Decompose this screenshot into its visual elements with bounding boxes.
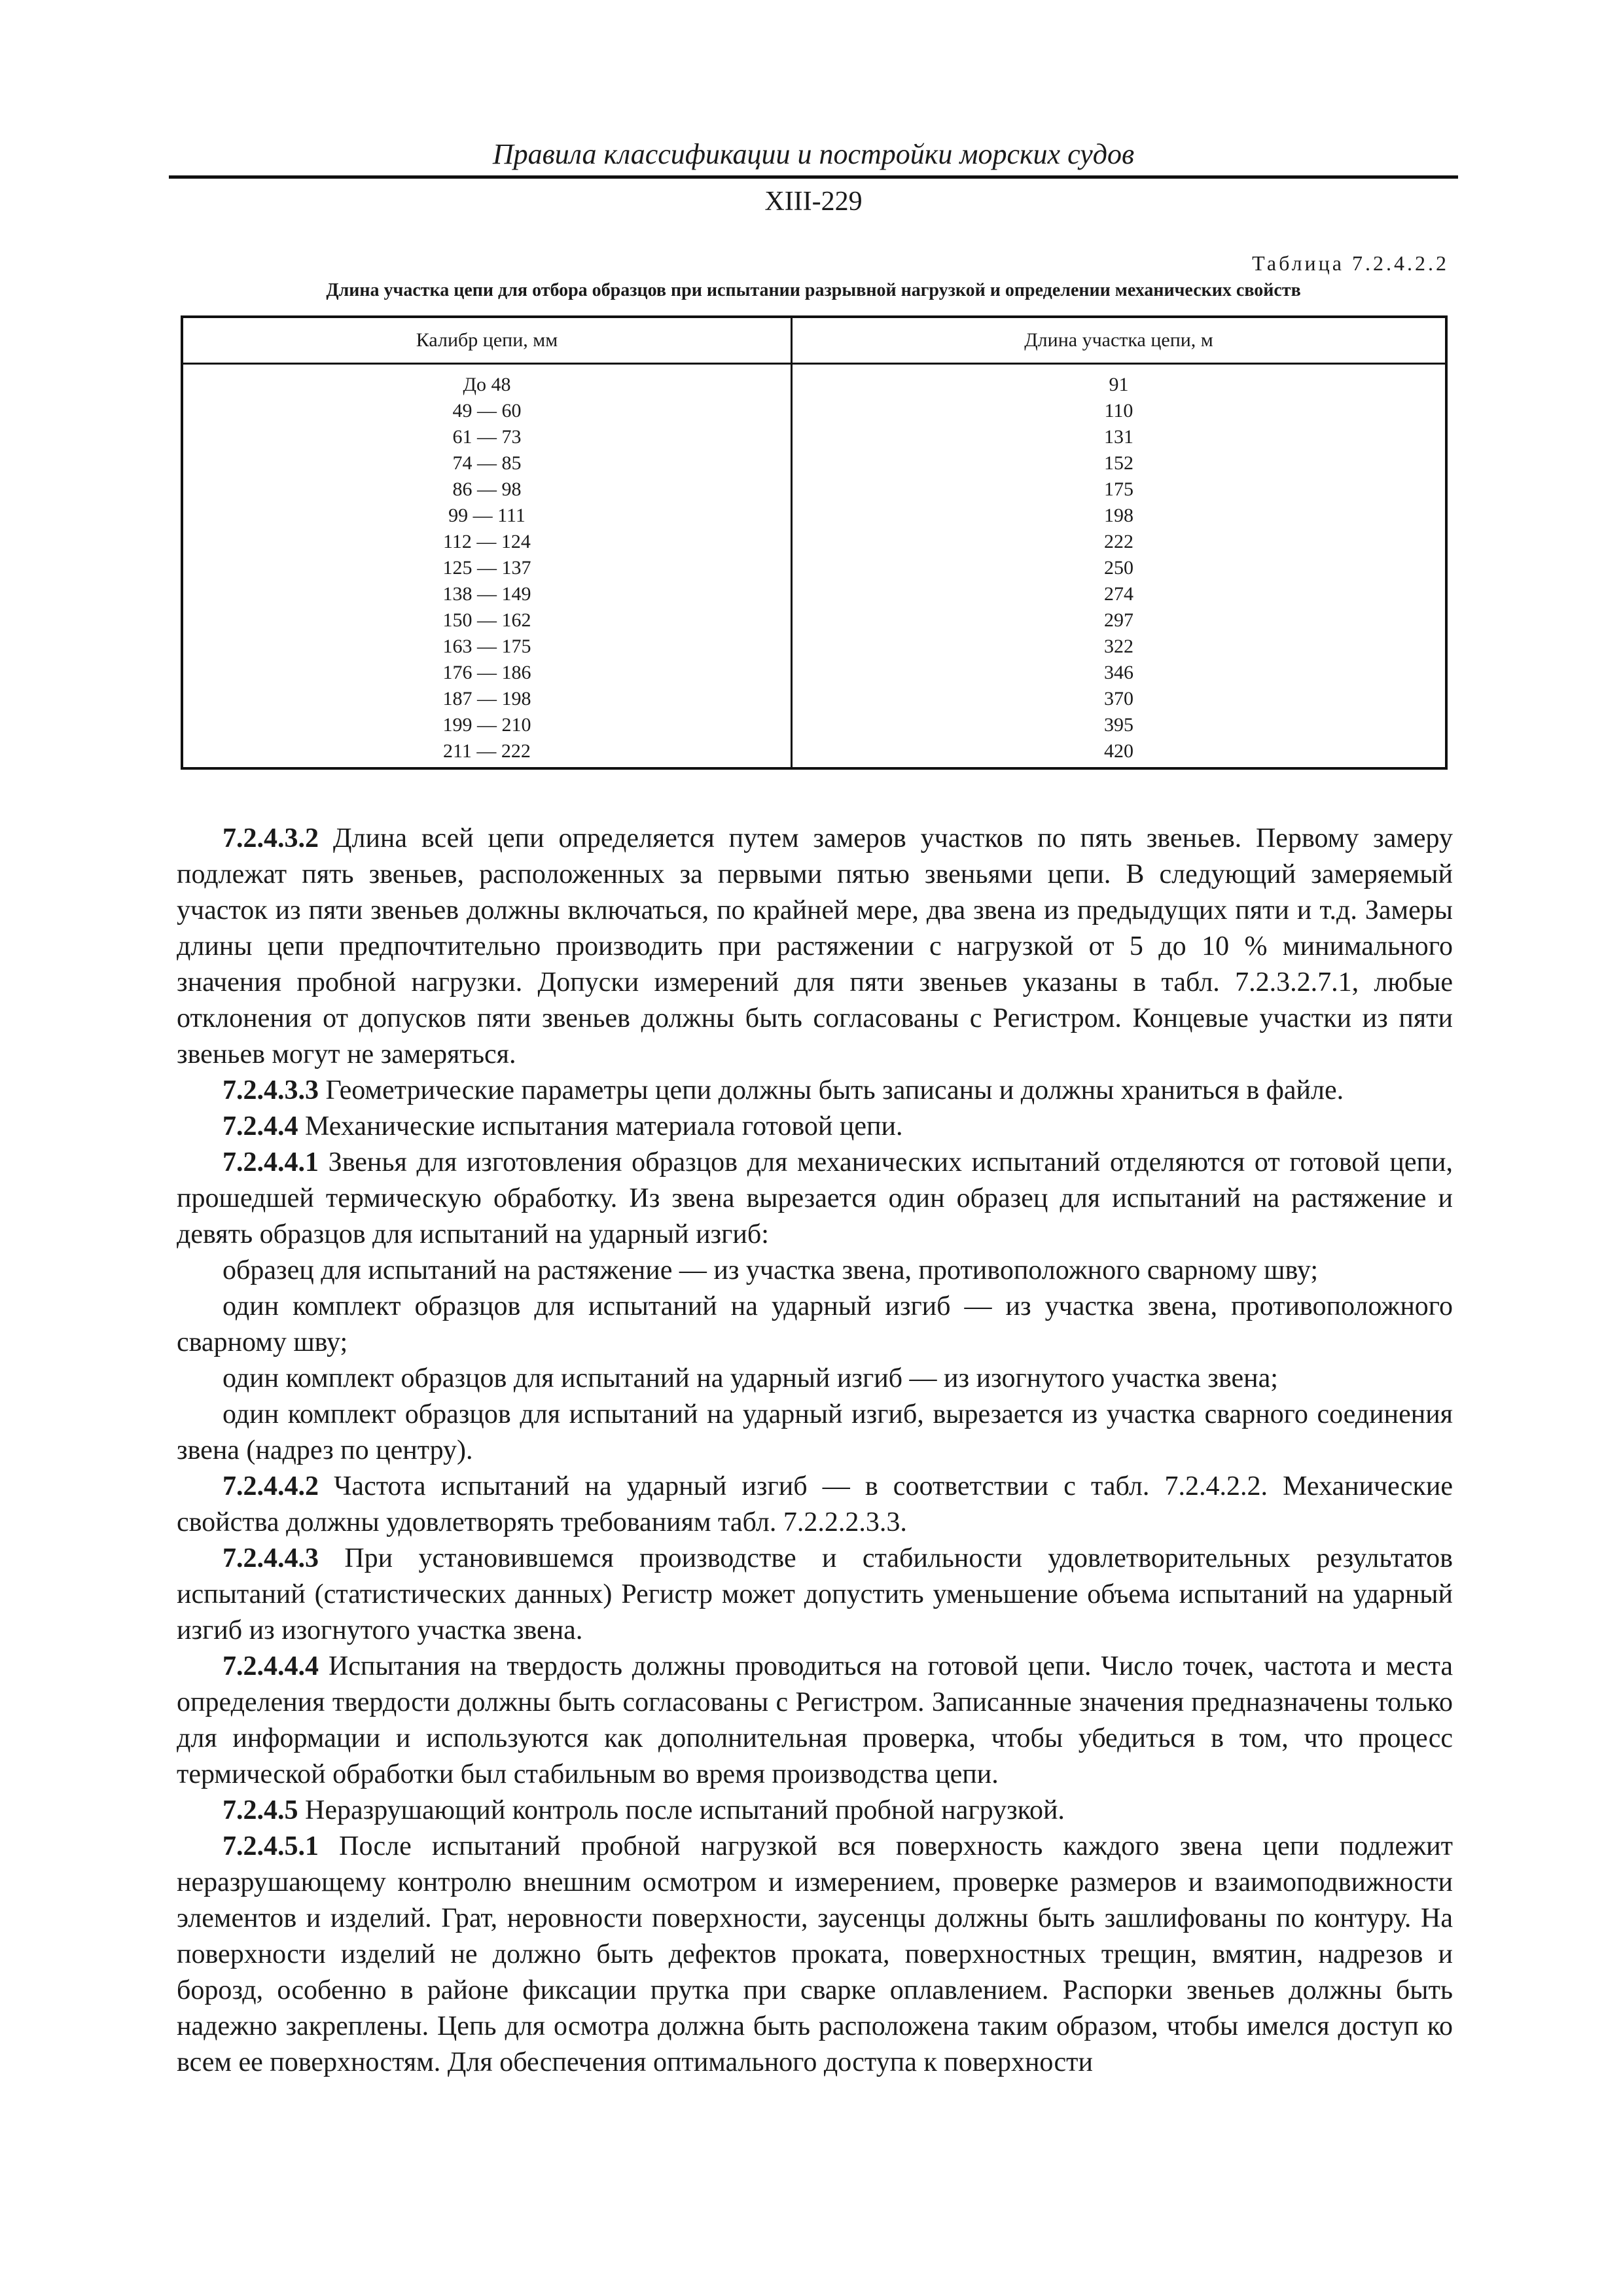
paragraph-text: Геометрические параметры цепи должны быть записаны и должны храниться в файле. — [319, 1075, 1344, 1105]
table-cell-caliber: 187 — 198 — [442, 688, 531, 709]
paragraph-text: При установившемся производстве и стабильности удовлетворительных результатов испытаний (статистических данных) Регистр может допустить уменьшение объема испытаний на ударный изгиб из изогнутого участка звена. — [177, 1543, 1453, 1645]
paragraph-text: образец для испытаний на растяжение — из участка звена, противоположного сварному шву; — [223, 1255, 1318, 1285]
caliber-column — [183, 372, 791, 764]
paragraph-text: один комплект образцов для испытаний на ударный изгиб — из участка звена, противоположного сварному шву; — [177, 1291, 1453, 1357]
clause-number: 7.2.4.4.3 — [223, 1543, 319, 1573]
table-cell-caliber: 86 — 98 — [452, 478, 522, 500]
paragraph-text: Механические испытания материала готовой цепи. — [298, 1111, 903, 1141]
paragraph — [177, 1829, 1453, 2081]
clause-number: 7.2.4.4.2 — [223, 1471, 319, 1501]
table-cell-caliber: 61 — 73 — [452, 426, 522, 448]
body-text — [177, 821, 1453, 2081]
table-cell-length: 395 — [1104, 714, 1133, 736]
table-header-divider — [183, 363, 1445, 365]
table-cell-caliber: 211 — 222 — [443, 740, 531, 762]
table-cell-caliber: 49 — 60 — [452, 400, 522, 422]
table-cell-caliber: 138 — 149 — [442, 583, 531, 605]
paragraph — [177, 1073, 1453, 1109]
clause-number: 7.2.4.5.1 — [223, 1831, 319, 1861]
table-cell-length: 322 — [1104, 636, 1133, 657]
page-number: XIII-229 — [764, 187, 863, 217]
paragraph-text: Длина всей цепи определяется путем замеров участков по пять звеньев. Первому замеру подлежат пять звеньев, расположенных за первыми пятью звеньями цепи. В следующий замеряемый участок из пяти звеньев должны включаться, по крайней мере, два звена из предыдущих пяти и т.д. Замеры длины цепи предпочтительно производить при растяжении с нагрузкой от 5 до 10 % минимального значения пробной нагрузки. Допуски измерений для пяти звеньев указаны в табл. 7.2.3.2.7.1, любые отклонения от допусков пяти звеньев должны быть согласованы с Регистром. Концевые участки из пяти звеньев могут не замеряться. — [177, 823, 1453, 1069]
clause-number: 7.2.4.3.2 — [223, 823, 319, 853]
table-cell-caliber: До 48 — [463, 374, 511, 395]
paragraph — [177, 1109, 1453, 1145]
table-cell-caliber: 99 — 111 — [448, 505, 526, 526]
length-column — [793, 372, 1445, 764]
paragraph — [177, 1289, 1453, 1361]
table-caption: Длина участка цепи для отбора образцов при испытании разрывной нагрузкой и определении механических свойств — [326, 280, 1301, 300]
paragraph — [177, 1469, 1453, 1541]
clause-number: 7.2.4.3.3 — [223, 1075, 319, 1105]
table-cell-length: 420 — [1104, 740, 1133, 762]
table-cell-length: 274 — [1104, 583, 1133, 605]
table-cell-caliber: 199 — 210 — [442, 714, 531, 736]
paragraph — [177, 1541, 1453, 1649]
table-cell-length: 297 — [1104, 609, 1133, 631]
table-cell-length: 175 — [1104, 478, 1133, 500]
table-cell-length: 91 — [1109, 374, 1129, 395]
paragraph-text: Частота испытаний на ударный изгиб — в соответствии с табл. 7.2.4.2.2. Механические свойства должны удовлетворять требованиям табл. 7.2.2.2.3.3. — [177, 1471, 1453, 1537]
table-cell-caliber: 125 — 137 — [442, 557, 531, 579]
paragraph — [177, 1145, 1453, 1253]
paragraph-text: один комплект образцов для испытаний на ударный изгиб — из изогнутого участка звена; — [223, 1363, 1278, 1393]
clause-number: 7.2.4.4.1 — [223, 1147, 319, 1177]
table-cell-caliber: 74 — 85 — [452, 452, 522, 474]
table-cell-length: 131 — [1104, 426, 1133, 448]
clause-number: 7.2.4.5 — [223, 1795, 298, 1825]
column-header-caliber: Калибр цепи, мм — [416, 329, 558, 351]
paragraph — [177, 1253, 1453, 1289]
paragraph-text: После испытаний пробной нагрузкой вся поверхность каждого звена цепи подлежит неразрушающему контролю внешним осмотром и измерением, проверке размеров и взаимоподвижности элементов и изделий. Грат, неровности поверхности, заусенцы должны быть зашлифованы по контуру. На поверхности изделий не должно быть дефектов проката, поверхностных трещин, вмятин, надрезов и борозд, особенно в районе фиксации прутка при сварке оплавлением. Распорки звеньев должны быть надежно закреплены. Цепь для осмотра должна быть расположена таким образом, чтобы имелся доступ ко всем ее поверхностям. Для обеспечения оптимального доступа к поверхности — [177, 1831, 1453, 2077]
paragraph — [177, 821, 1453, 1073]
paragraph — [177, 1649, 1453, 1793]
running-title: Правила классификации и постройки морских судов — [492, 138, 1135, 170]
chain-length-table — [181, 315, 1448, 770]
table-cell-length: 346 — [1104, 662, 1133, 683]
paragraph — [177, 1397, 1453, 1469]
column-header-length: Длина участка цепи, м — [1024, 329, 1213, 351]
paragraph-text: Неразрушающий контроль после испытаний пробной нагрузкой. — [298, 1795, 1065, 1825]
table-label: Таблица 7.2.4.2.2 — [1252, 251, 1449, 275]
table-cell-caliber: 112 — 124 — [443, 531, 531, 552]
table-cell-caliber: 163 — 175 — [442, 636, 531, 657]
paragraph-text: один комплект образцов для испытаний на ударный изгиб, вырезается из участка сварного соединения звена (надрез по центру). — [177, 1399, 1453, 1465]
clause-number: 7.2.4.4.4 — [223, 1651, 319, 1681]
table-cell-length: 152 — [1104, 452, 1133, 474]
table-cell-caliber: 176 — 186 — [442, 662, 531, 683]
table-cell-length: 250 — [1104, 557, 1133, 579]
paragraph-text: Испытания на твердость должны проводиться на готовой цепи. Число точек, частота и места определения твердости должны быть согласованы с Регистром. Записанные значения предназначены только для информации и используются как дополнительная проверка, чтобы убедиться в том, что процесс термической обработки был стабильным во время производства цепи. — [177, 1651, 1453, 1789]
table-cell-length: 222 — [1104, 531, 1133, 552]
table-cell-length: 110 — [1104, 400, 1133, 422]
paragraph-text: Звенья для изготовления образцов для механических испытаний отделяются от готовой цепи, прошедшей термическую обработку. Из звена вырезается один образец для испытаний на растяжение и девять образцов для испытаний на ударный изгиб: — [177, 1147, 1453, 1249]
header-rule — [169, 175, 1458, 179]
clause-number: 7.2.4.4 — [223, 1111, 298, 1141]
paragraph — [177, 1361, 1453, 1397]
paragraph — [177, 1793, 1453, 1829]
table-cell-length: 198 — [1104, 505, 1133, 526]
table-cell-length: 370 — [1104, 688, 1133, 709]
table-cell-caliber: 150 — 162 — [442, 609, 531, 631]
